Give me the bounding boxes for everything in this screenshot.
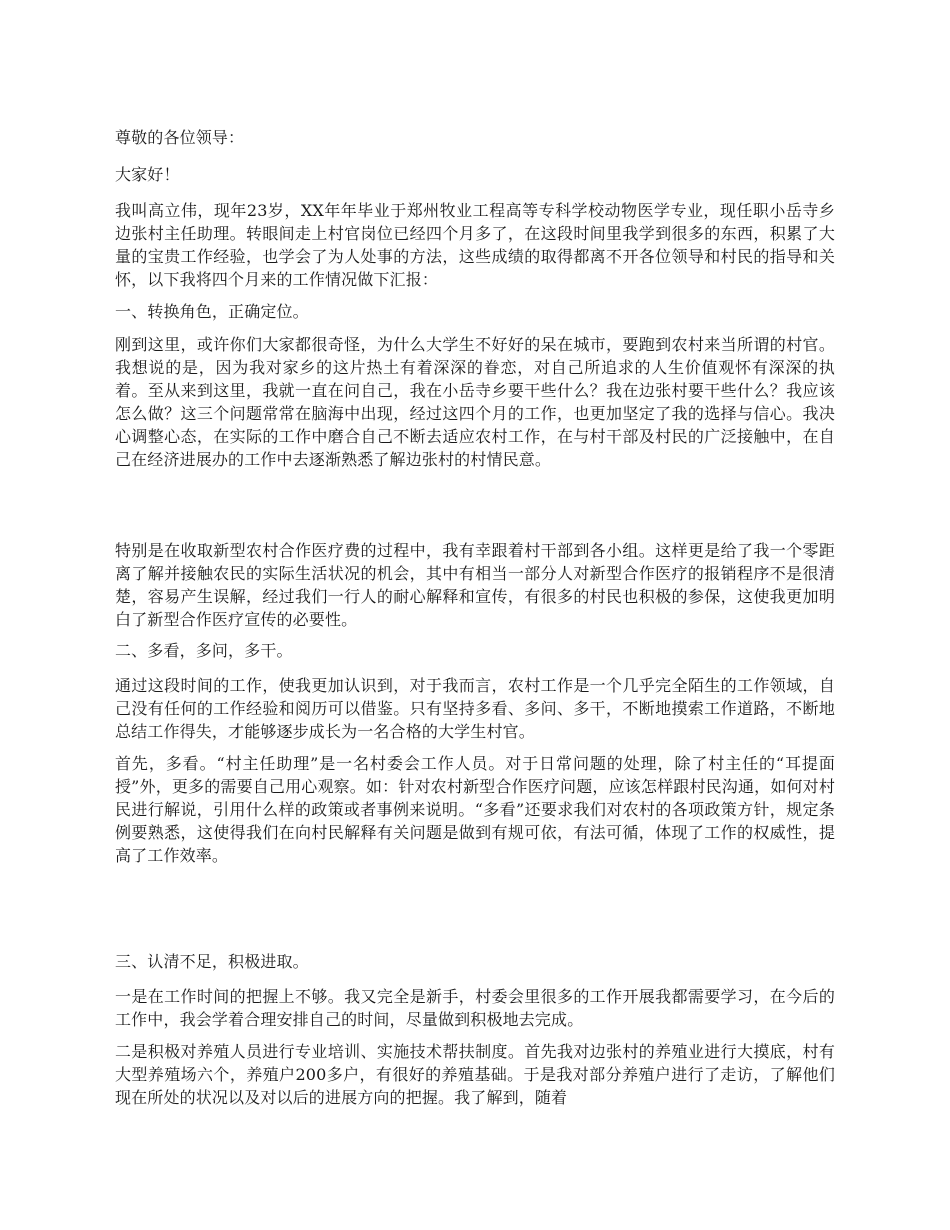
intro-paragraph: 我叫高立伟，现年23岁，XX年年毕业于郑州牧业工程高等专科学校动物医学专业，现任职小岳寺乡边张村主任助理。转眼间走上村官岗位已经四个月多了，在这段时间里我学到很多的东西，积累了大量的宝贵工作经验，也学会了为人处事的方法，这些成绩的取得都离不开各位领导和村民的指导和关怀，以下我将四个月来的工作情况做下汇报： bbox=[115, 201, 835, 289]
section-heading-3: 三、认清不足，积极进取。 bbox=[115, 952, 309, 971]
greeting-line: 尊敬的各位领导： bbox=[115, 128, 245, 147]
section-1-paragraph: 刚到这里，或许你们大家都很奇怪，为什么大学生不好好的呆在城市，要跑到农村来当所谓的村官。我想说的是，因为我对家乡的这片热土有着深深的眷恋，对自己所追求的人生价值观怀有深深的执着。至从来到这里，我就一直在问自己，我在小岳寺乡要干些什么？我在边张村要干些什么？我应该怎么做？这三个问题常常在脑海中出现，经过这四个月的工作，也更加坚定了我的选择与信心。我决心调整心态，在实际的工作中磨合自己不断去适应农村工作，在与村干部及村民的广泛接触中，在自己在经济进展办的工作中去逐渐熟悉了解边张村的村情民意。 bbox=[115, 335, 835, 469]
section-heading-2: 二、多看，多问，多干。 bbox=[115, 641, 293, 660]
hello-line: 大家好！ bbox=[115, 165, 180, 184]
section-heading-1: 一、转换角色，正确定位。 bbox=[115, 302, 309, 321]
section-3-paragraph-2: 二是积极对养殖人员进行专业培训、实施技术帮扶制度。首先我对边张村的养殖业进行大摸底，村有大型养殖场六个，养殖户200多户，有很好的养殖基础。于是我对部分养殖户进行了走访，了解他们现在所处的状况以及对以后的进展方向的把握。我了解到，随着 bbox=[115, 1042, 835, 1107]
section-2-paragraph-2: 首先，多看。“村主任助理”是一名村委会工作人员。对于日常问题的处理，除了村主任的“耳提面授”外，更多的需要自己用心观察。如：针对农村新型合作医疗问题，应该怎样跟村民沟通，如何对村民进行解说，引用什么样的政策或者事例来说明。“多看”还要求我们对农村的各项政策方针，规定条例要熟悉，这使得我们在向村民解释有关问题是做到有规可依，有法可循，体现了工作的权威性，提高了工作效率。 bbox=[115, 754, 835, 865]
section-1-paragraph-2: 特别是在收取新型农村合作医疗费的过程中，我有幸跟着村干部到各小组。这样更是给了我一个零距离了解并接触农民的实际生活状况的机会，其中有相当一部分人对新型合作医疗的报销程序不是很清楚，容易产生误解，经过我们一行人的耐心解释和宣传，有很多的村民也积极的参保，这使我更加明白了新型合作医疗宣传的必要性。 bbox=[115, 541, 835, 629]
section-2-paragraph: 通过这段时间的工作，使我更加认识到，对于我而言，农村工作是一个几乎完全陌生的工作领域，自己没有任何的工作经验和阅历可以借鉴。只有坚持多看、多问、多干，不断地摸索工作道路，不断地总结工作得失，才能够逐步成长为一名合格的大学生村官。 bbox=[115, 676, 835, 741]
section-3-paragraph: 一是在工作时间的把握上不够。我又完全是新手，村委会里很多的工作开展我都需要学习，在今后的工作中，我会学着合理安排自己的时间，尽量做到积极地去完成。 bbox=[115, 987, 835, 1029]
